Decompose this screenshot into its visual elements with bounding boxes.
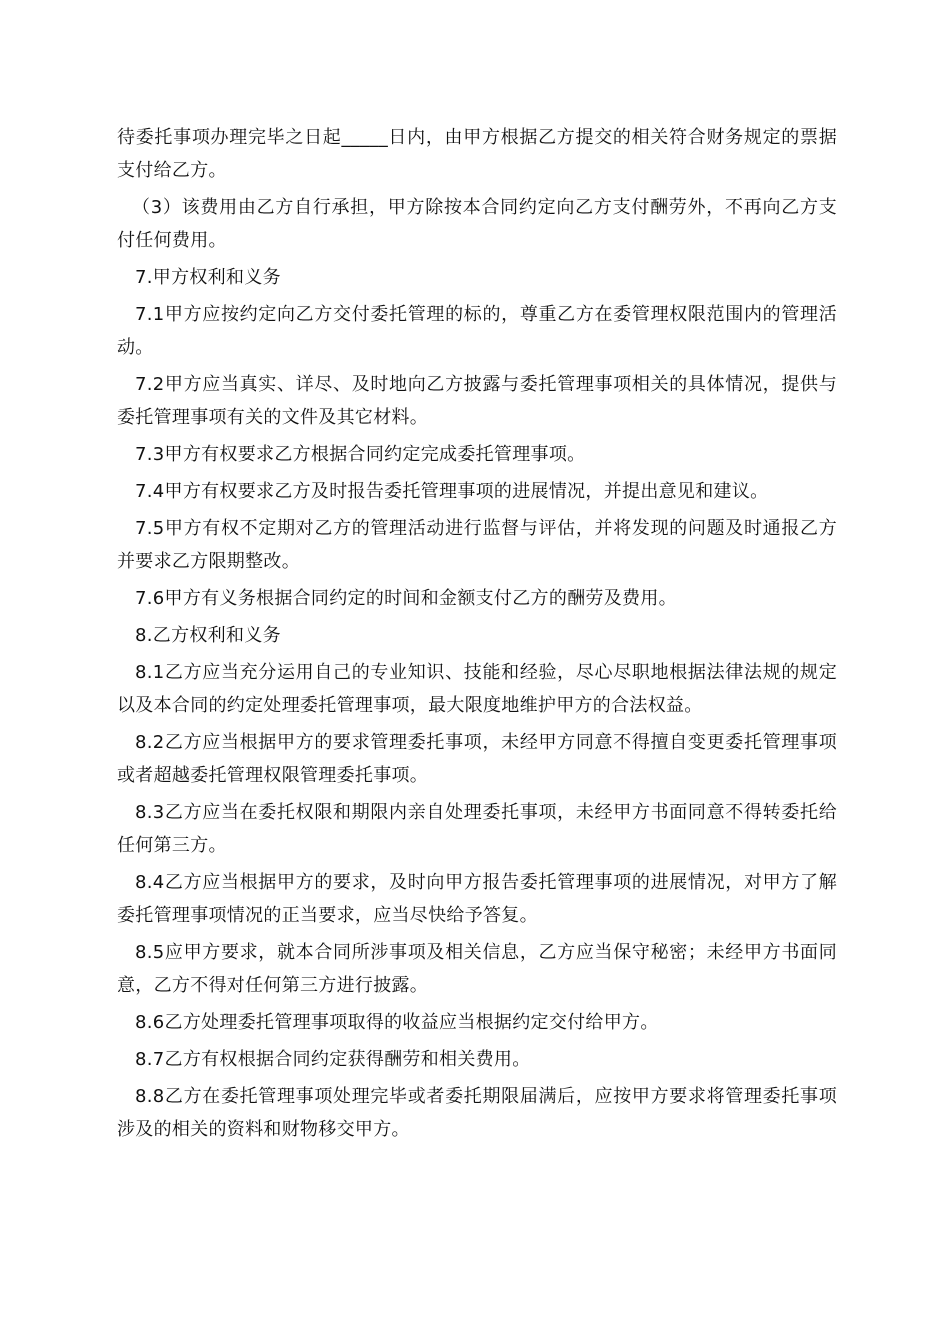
clause-7-6: 7.6甲方有义务根据合同约定的时间和金额支付乙方的酬劳及费用。 (135, 588, 677, 609)
clause-7-2: 7.2甲方应当真实、详尽、及时地向乙方披露与委托管理事项相关的具体情况，提供与委托管理事项有关的文件及其它材料。 (117, 374, 837, 428)
section-heading-party-b: 8.乙方权利和义务 (135, 625, 281, 646)
clause-8-8: 8.8乙方在委托管理事项处理完毕或者委托期限届满后，应按甲方要求将管理委托事项涉及的相关的资料和财物移交甲方。 (117, 1086, 837, 1140)
clause-7-1: 7.1甲方应按约定向乙方交付委托管理的标的，尊重乙方在委管理权限范围内的管理活动。 (117, 304, 837, 358)
paragraph-expense-clause-3: （3）该费用由乙方自行承担，甲方除按本合同约定向乙方支付酬劳外，不再向乙方支付任何费用。 (117, 197, 837, 251)
clause-7-5: 7.5甲方有权不定期对乙方的管理活动进行监督与评估，并将发现的问题及时通报乙方并要求乙方限期整改。 (117, 518, 837, 572)
section-heading-party-a: 7.甲方权利和义务 (135, 267, 281, 288)
paragraph-payment-continuation: 待委托事项办理完毕之日起_____日内，由甲方根据乙方提交的相关符合财务规定的票据支付给乙方。 (117, 127, 837, 181)
document-body (117, 121, 837, 1150)
clause-8-2: 8.2乙方应当根据甲方的要求管理委托事项，未经甲方同意不得擅自变更委托管理事项或者超越委托管理权限管理委托事项。 (117, 732, 837, 786)
clause-8-5: 8.5应甲方要求，就本合同所涉事项及相关信息，乙方应当保守秘密；未经甲方书面同意，乙方不得对任何第三方进行披露。 (117, 942, 837, 996)
clause-8-1: 8.1乙方应当充分运用自己的专业知识、技能和经验，尽心尽职地根据法律法规的规定以及本合同的约定处理委托管理事项，最大限度地维护甲方的合法权益。 (117, 662, 837, 716)
clause-8-7: 8.7乙方有权根据合同约定获得酬劳和相关费用。 (135, 1049, 531, 1070)
clause-7-4: 7.4甲方有权要求乙方及时报告委托管理事项的进展情况，并提出意见和建议。 (135, 481, 769, 502)
clause-8-4: 8.4乙方应当根据甲方的要求，及时向甲方报告委托管理事项的进展情况，对甲方了解委托管理事项情况的正当要求，应当尽快给予答复。 (117, 872, 837, 926)
clause-8-3: 8.3乙方应当在委托权限和期限内亲自处理委托事项，未经甲方书面同意不得转委托给任何第三方。 (117, 802, 837, 856)
clause-8-6: 8.6乙方处理委托管理事项取得的收益应当根据约定交付给甲方。 (135, 1012, 659, 1033)
clause-7-3: 7.3甲方有权要求乙方根据合同约定完成委托管理事项。 (135, 444, 586, 465)
